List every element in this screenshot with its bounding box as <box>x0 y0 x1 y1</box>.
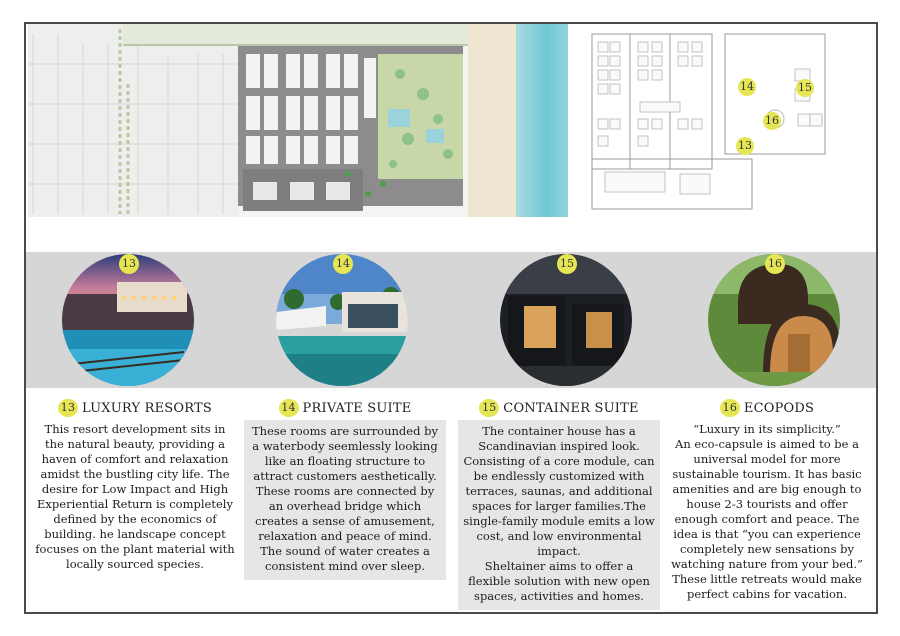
section-title: LUXURY RESORTS <box>82 400 212 416</box>
photo-badge-14: 14 <box>333 254 353 274</box>
section-body <box>244 420 446 580</box>
body-paragraph: The container house has a Scandinavian inspired look. <box>478 424 640 453</box>
body-paragraph: These rooms are connected by an overhead bridge which creates a sense of amusement, relaxation and peace of mind. <box>255 484 435 543</box>
body-paragraph: An eco-capsule is aimed to be a universal model for more sustainable tourism. It has basic amenities and are big enough to house 2-3 tourists and offer enough comfort and peace. The idea is that “you can experience completely new sensations by watching nature from your bed.” These little retreats would make perfect cabins for vacation. <box>671 437 863 601</box>
section-number-13: 13 <box>58 399 78 417</box>
plan-marker-16: 16 <box>763 112 781 130</box>
section-body <box>34 418 236 572</box>
section-body <box>458 420 660 610</box>
section-number-16: 16 <box>720 399 740 417</box>
site-plan-buildings <box>28 24 568 217</box>
photo-badge-16: 16 <box>765 254 785 274</box>
photo-badge-15: 15 <box>557 254 577 274</box>
body-paragraph: The sound of water creates a consistent mind over sleep. <box>260 544 430 573</box>
column-ecopods <box>666 398 868 602</box>
body-paragraph: Consisting of a core module, can be endlessly customized with terraces, saunas, and additional spaces for larger families.The single-family module emits a low cost, and low environmental impact. <box>463 454 655 558</box>
plan-marker-15: 15 <box>796 79 814 97</box>
section-number-14: 14 <box>279 399 299 417</box>
column-heading <box>666 398 868 418</box>
architectural-plan-image <box>570 24 876 217</box>
body-paragraph: This resort development sits in the natural beauty, providing a haven of comfort and relaxation amidst the bustling city life. The desire for Low Impact and High Experiential Return is completely defined by the economics of building. he landscape concept focuses on the plant material with locally sourced species. <box>35 422 235 571</box>
plan-marker-13: 13 <box>736 137 754 155</box>
photo-badge-13: 13 <box>119 254 139 274</box>
column-luxury-resorts <box>34 398 236 572</box>
section-number-15: 15 <box>479 399 499 417</box>
column-heading <box>34 398 236 418</box>
body-paragraph: These rooms are surrounded by a waterbody seemlessly looking like an floating structure to attract customers aesthetically. <box>252 424 438 483</box>
body-paragraph: Sheltainer aims to offer a flexible solution with new open spaces, activities and homes. <box>468 559 650 603</box>
section-title: CONTAINER SUITE <box>503 400 639 416</box>
plan-marker-14: 14 <box>738 78 756 96</box>
section-title: PRIVATE SUITE <box>302 400 412 416</box>
site-plan-image <box>28 24 568 217</box>
body-paragraph: “Luxury in its simplicity.” <box>693 422 841 436</box>
section-body <box>666 418 868 602</box>
section-title: ECOPODS <box>743 400 815 416</box>
plan-linework <box>570 24 876 217</box>
column-heading <box>458 398 660 418</box>
column-container-suite <box>458 398 660 610</box>
column-private-suite <box>244 398 446 580</box>
column-heading <box>244 398 446 418</box>
